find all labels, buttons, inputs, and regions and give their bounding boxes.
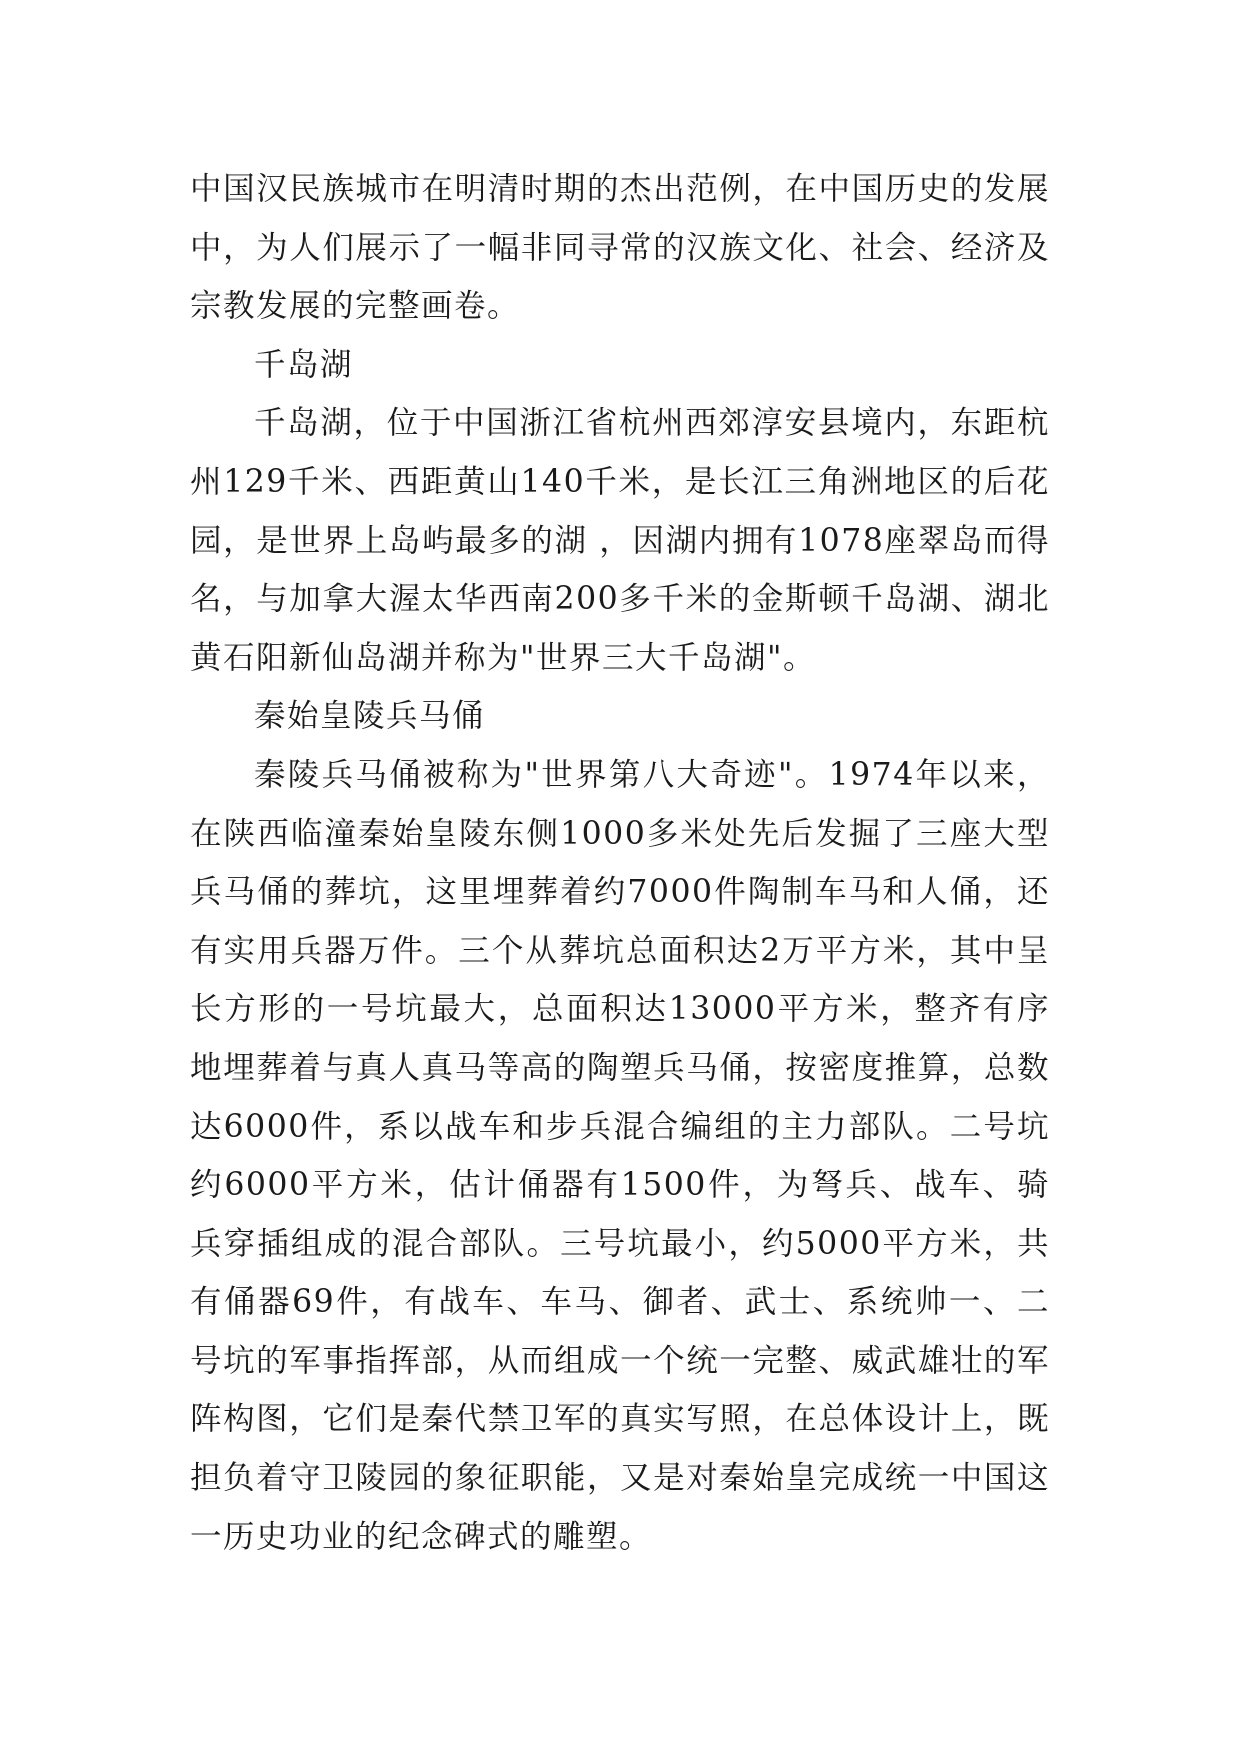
section-body-terracotta-army: 秦陵兵马俑被称为"世界第八大奇迹"。1974年以来，在陕西临潼秦始皇陵东侧1000多米处先后发掘了三座大型兵马俑的葬坑，这里埋葬着约7000件陶制车马和人俑，还有实用兵器万件。三个从葬坑总面积达2万平方米，其中呈长方形的一号坑最大，总面积达13000平方米，整齐有序地埋葬着与真人真马等高的陶塑兵马俑，按密度推算，总数达6000件，系以战车和步兵混合编组的主力部队。二号坑约6000平方米，估计俑器有1500件，为弩兵、战车、骑兵穿插组成的混合部队。三号坑最小，约5000平方米，共有俑器69件，有战车、车马、御者、武士、系统帅一、二号坑的军事指挥部，从而组成一个统一完整、威武雄壮的军阵构图，它们是秦代禁卫军的真实写照，在总体设计上，既担负着守卫陵园的象征职能，又是对秦始皇完成统一中国这一历史功业的纪念碑式的雕塑。	[190, 756, 1050, 1555]
intro-paragraph: 中国汉民族城市在明清时期的杰出范例，在中国历史的发展中，为人们展示了一幅非同寻常的汉族文化、社会、经济及宗教发展的完整画卷。	[190, 171, 1050, 325]
section-body-qiandao-lake: 千岛湖，位于中国浙江省杭州西郊淳安县境内，东距杭州129千米、西距黄山140千米，是长江三角洲地区的后花园，是世界上岛屿最多的湖 ，因湖内拥有1078座翠岛而得名，与加拿大渥太华西南200多千米的金斯顿千岛湖、湖北黄石阳新仙岛湖并称为"世界三大千岛湖"。	[190, 405, 1050, 676]
section-heading-qiandao-lake: 千岛湖	[254, 346, 354, 383]
document-page	[190, 160, 1050, 1566]
section-heading-terracotta-army: 秦始皇陵兵马俑	[254, 698, 486, 735]
